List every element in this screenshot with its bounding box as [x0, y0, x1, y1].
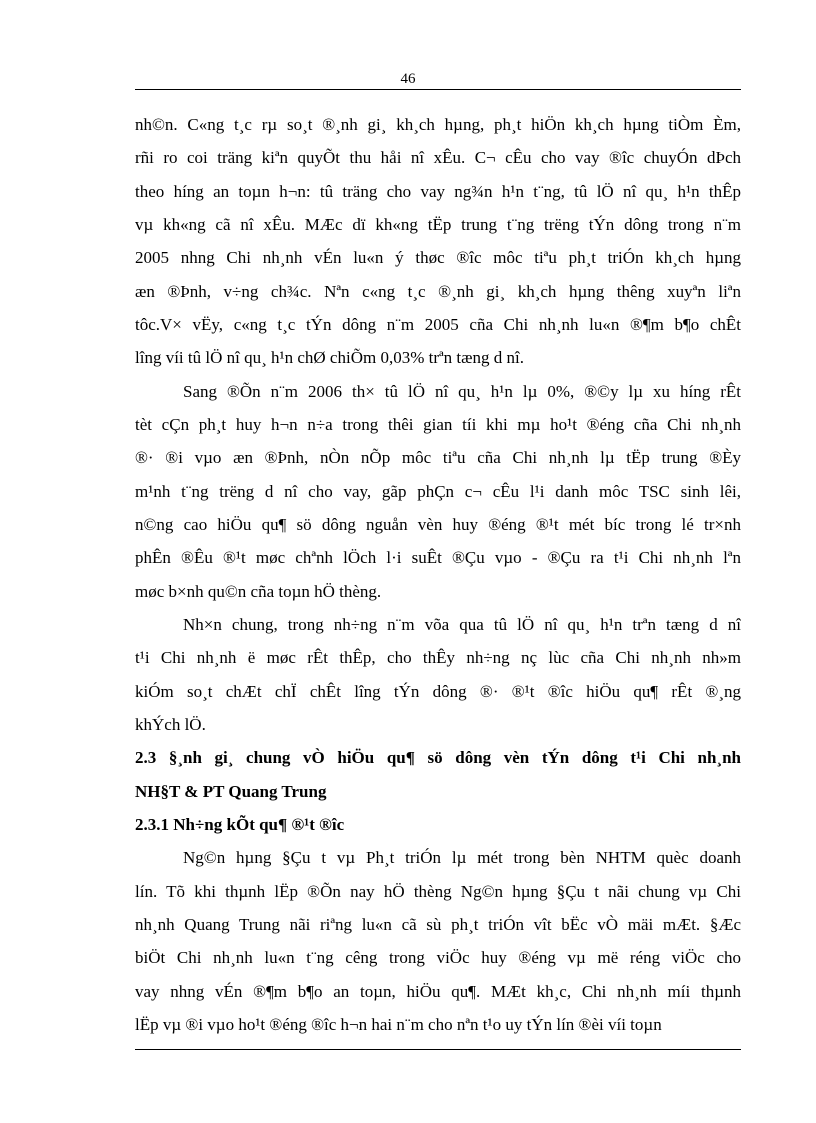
text-line: Ng©n hµng §Çu t vµ Ph¸t triÓn lµ mét trong bèn NHTM quèc doanh [183, 848, 741, 868]
text-line: lîng víi tû lÖ nî qu¸ h¹n chØ chiÕm 0,03% trªn tæng d nî. [135, 348, 524, 368]
text-line: møc b×nh qu©n cña toµn hÖ thèng. [135, 581, 382, 601]
text-line: t¹i Chi nh¸nh ë møc rÊt thÊp, cho thÊy nh÷ng nç lùc cña Chi nh¸nh nh»m [135, 648, 741, 668]
text-line: rñi ro coi träng kiªn quyÕt thu håi nî xÊu. C¬ cÊu cho vay ®îc chuyÓn dÞch [135, 148, 741, 168]
text-line: Nh×n chung, trong nh÷ng n¨m võa qua tû lÖ nî qu¸ h¹n trªn tæng d nî [183, 614, 741, 634]
text-line: 2005 nhng Chi nh¸nh vÉn lu«n ý thøc ®îc môc tiªu ph¸t triÓn kh¸ch hµng [135, 248, 741, 268]
text-line: m¹nh t¨ng trëng d nî cho vay, gãp phÇn c¬ cÊu l¹i danh môc TSC sinh lêi, [135, 481, 741, 501]
document-body [135, 108, 741, 1041]
text-line: vµ kh«ng cã nî xÊu. MÆc dï kh«ng tËp trung t¨ng trëng tÝn dông trong n¨m [135, 214, 741, 234]
footer-rule [135, 1049, 741, 1050]
paragraph [135, 841, 741, 1041]
text-line: biÖt Chi nh¸nh lu«n t¨ng cêng trong viÖc huy ®éng vµ më réng viÖc cho [135, 948, 741, 968]
text-line: 2.3.1 Nh÷ng kÕt qu¶ ®¹t ®îc [135, 814, 345, 834]
text-line: nh¸nh Quang Trung nãi riªng lu«n cã sù ph¸t triÓn vît bËc vÒ mäi mÆt. §Æc [135, 914, 741, 934]
text-line: NH§T & PT Quang Trung [135, 781, 327, 801]
text-line: kiÓm so¸t chÆt chÏ chÊt lîng tÝn dông ®· ®¹t ®îc hiÖu qu¶ rÊt ®¸ng [135, 681, 741, 701]
text-line: ®· ®i vµo æn ®Þnh, nÒn nÕp môc tiªu cña Chi nh¸nh lµ tËp trung ®Èy [135, 448, 741, 468]
text-line: tèt cÇn ph¸t huy h¬n n÷a trong thêi gian tíi khi mµ ho¹t ®éng cña Chi nh¸nh [135, 414, 741, 434]
text-line: Sang ®Õn n¨m 2006 th× tû lÖ nî qu¸ h¹n lµ 0%, ®©y lµ xu híng rÊt [183, 381, 741, 401]
paragraph [135, 108, 741, 375]
text-line: nh©n. C«ng t¸c rµ so¸t ®¸nh gi¸ kh¸ch hµng, ph¸t hiÖn kh¸ch hµng tiÒm Èm, [135, 115, 741, 134]
text-line: vay nhng vÉn ®¶m b¶o an toµn, hiÖu qu¶. MÆt kh¸c, Chi nh¸nh míi thµnh [135, 981, 741, 1001]
text-line: 2.3 §¸nh gi¸ chung vÒ hiÖu qu¶ sö dông vèn tÝn dông t¹i Chi nh¸nh [135, 748, 741, 768]
header-rule [135, 89, 741, 90]
text-line: theo híng an toµn h¬n: tû träng cho vay ng¾n h¹n t¨ng, tû lÖ nî qu¸ h¹n thÊp [135, 181, 741, 201]
text-line: lËp vµ ®i vµo ho¹t ®éng ®îc h¬n hai n¨m cho nªn t¹o uy tÝn lín ®èi víi toµn [135, 1014, 662, 1034]
section-heading [135, 741, 741, 808]
section-heading [135, 808, 741, 841]
text-line: æn ®Þnh, v÷ng ch¾c. Nªn c«ng t¸c ®¸nh gi¸ kh¸ch hµng thêng xuyªn liªn [135, 281, 741, 301]
text-line: phÊn ®Êu ®¹t møc chªnh lÖch l·i suÊt ®Çu vµo - ®Çu ra t¹i Chi nh¸nh lªn [135, 548, 741, 568]
text-line: khÝch lÖ. [135, 714, 206, 734]
text-line: n©ng cao hiÖu qu¶ sö dông nguån vèn huy ®éng ®¹t mét bíc trong lé tr×nh [135, 514, 741, 534]
text-line: lín. Tõ khi thµnh lËp ®Õn nay hÖ thèng Ng©n hµng §Çu t nãi chung vµ Chi [135, 881, 741, 901]
text-line: tôc.V× vËy, c«ng t¸c tÝn dông n¨m 2005 cña Chi nh¸nh lu«n ®¶m b¶o chÊt [135, 314, 741, 334]
page-number: 46 [400, 71, 416, 87]
paragraph [135, 375, 741, 608]
paragraph [135, 608, 741, 741]
